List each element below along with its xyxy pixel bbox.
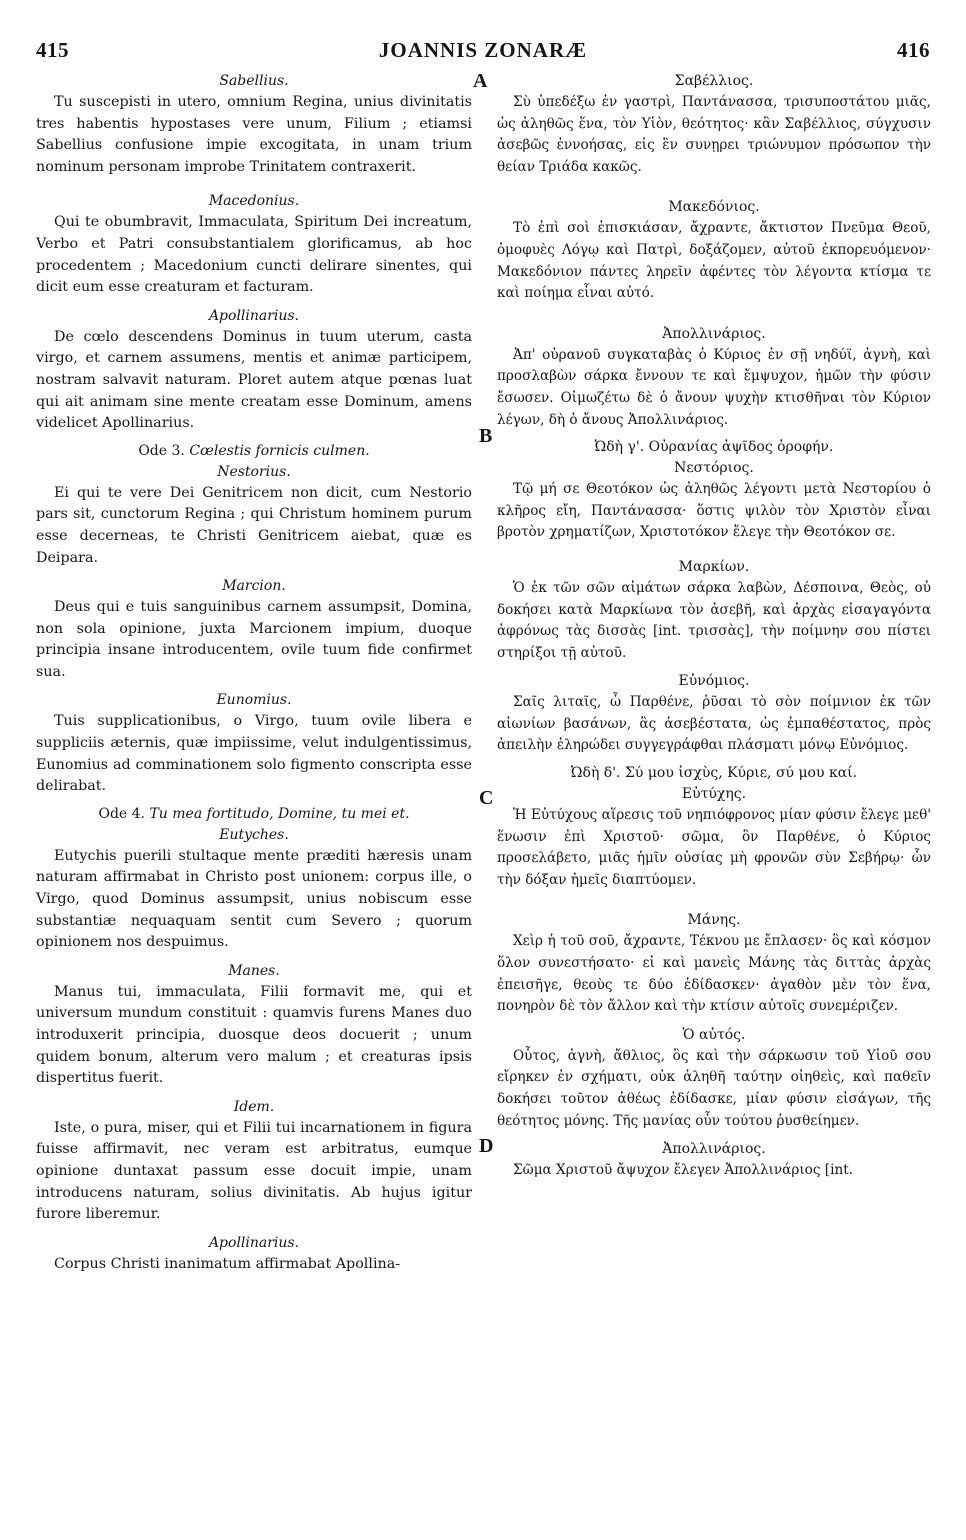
section-heading: Sabellius. (219, 73, 289, 89)
page-number-left: 415 (36, 38, 69, 62)
section-text: Tu suscepisti in utero, omnium Regina, unius divinitatis tres habentis hypostases vere unum, Filium ; etiamsi Sabellius confusione impie excogitata, in unam trium nominum personam improbe Trinitatem contraxerit. (36, 94, 472, 175)
section-text: Ἀπ' οὐρανοῦ συγκαταβὰς ὁ Κύριος ἐν σῇ νηδύϊ, ἁγνὴ, καὶ προσλαβὼν σάρκα ἔννουν τε καὶ ἔμψυχον, ἡμῶν τὴν φύσιν ἔσωσεν. Οἰμωζέτω δὲ ὁ ἄνουν ψυχὴν κτισθῆναι τὸν Κύριον λέγων, δὴ ὁ ἄνους Ἀπολλινάριος. (497, 346, 931, 428)
section-text: Τὸ ἐπὶ σοὶ ἐπισκιάσαν, ἄχραντε, ἄκτιστον Πνεῦμα Θεοῦ, ὁμοφυὲς Λόγῳ καὶ Πατρὶ, δοξάζομεν, αὐτοῦ ἐκπορευόμενον· Μακεδόνιον πάντες ληρεῖν ἀφέντες τὸν λέγοντα κτίσμα τε καὶ ποίημα εἶναι αὐτό. (497, 220, 931, 302)
ode-title (36, 441, 472, 461)
section-heading: Νεστόριος. (674, 460, 754, 477)
ode-title (497, 763, 931, 783)
section-text: Tuis supplicationibus, o Virgo, tuum ovile libera e suppliciis æternis, quæ impiissime, velut indulgentissimus, Eunomius ad comminationem solo figmento conscripta esse delirabat. (36, 713, 472, 795)
margin-marker-b: B (479, 425, 493, 447)
section-text: Ei qui te vere Dei Genitricem non dicit, cum Nestorio pars sit, cunctorum Regina ; qui Christum hominem purum esse decerneas, te Christi Genitricem aiebat, quæ es Deipara. (36, 484, 472, 566)
section-text: Σὺ ὑπεδέξω ἐν γαστρὶ, Παντάνασσα, τρισυποστάτου μιᾶς, ὡς ἀληθῶς ἕνα, τὸν Υἱὸν, θεότητος· κἂν Σαβέλλιος, σύγχυσιν ἀσεβῶς ἐννοήσας, εἰς ἓν συνῃρει τριώνυμον πρόσωπον τὴν θείαν Τριάδα κακῶς. (497, 94, 931, 175)
margin-marker-d: D (479, 1135, 494, 1157)
margin-marker-a: A (473, 70, 488, 92)
section-heading: Eunomius. (216, 692, 292, 709)
section-heading: Εὐνόμιος. (678, 673, 750, 690)
section-text: Corpus Christi inanimatum affirmabat Apollina- (54, 1255, 401, 1272)
section-text: Manus tui, immaculata, Filii formavit me, qui et universum mundum constituit : quamvis furens Manes duo introduxerit principia, duosque deos docuerit ; unum quidem bonum, alterum vero malum ; et creaturas ipsis dispertitus fuerit. (36, 983, 472, 1087)
section-heading: Manes. (228, 962, 280, 979)
greek-column (497, 70, 931, 1188)
section-text: Deus qui e tuis sanguinibus carnem assumpsit, Domina, non sola opinione, juxta Marcionem impium, duoque principia insane introducentem, ovile tuum fide confirmet sua. (36, 599, 472, 680)
section-text: Χεὶρ ἡ τοῦ σοῦ, ἄχραντε, Τέκνου με ἔπλασεν· ὃς καὶ κόσμον ὅλον συνεστήσατο· εἰ καὶ μανεὶς Μάνης τὰς διττὰς ἀρχὰς ἐπεισῆγε, θεοὺς τε δύο ἐδίδασκεν· ἀγαθὸν μὲν τὸν ἕνα, πονηρὸν δὲ τὸν ἄλλον καὶ τὴν κτίσιν αὐτοῖς συνεμέριζεν. (497, 933, 931, 1015)
section-heading: Marcion. (222, 578, 286, 595)
ode-incipit: Σύ μου ἰσχὺς, Κύριε, σύ μου καί. (624, 765, 858, 782)
section-heading: Idem. (233, 1098, 275, 1115)
ode-incipit: Cœlestis fornicis culmen. (189, 442, 370, 459)
section-text: Σαῖς λιταῖς, ὦ Παρθένε, ῥῦσαι τὸ σὸν ποίμνιον ἐκ τῶν αἰωνίων βασάνων, ἃς ἀσεβέστατα, ὡς ἐμπαθέστατος, πρὸς ἀπειλὴν ἐληρώδει συγγεγράφθαι πλάσματι μόνῳ Εὐνόμιος. (497, 694, 931, 754)
ode-incipit: Tu mea fortitudo, Domine, tu mei et. (149, 805, 410, 822)
ode-number: Ὠδὴ δ'. (570, 765, 621, 782)
section-text: Qui te obumbravit, Immaculata, Spiritum Dei increatum, Verbo et Patri consubstantialem glorificamus, ab hoc procedentem ; Macedonium cuncti delirare sinentes, qui dicit eum esse creaturam et facturam. (36, 214, 472, 296)
section-heading: Apollinarius. (208, 307, 300, 324)
ode-incipit: Οὐρανίας ἀψῖδος ὀροφήν. (648, 439, 834, 456)
ode-number: Ὠδὴ γ'. (594, 439, 645, 456)
section-heading: Ὁ αὐτός. (682, 1026, 746, 1043)
section-heading: Apollinarius. (208, 1234, 300, 1251)
running-title: JOANNIS ZONARÆ (378, 38, 588, 62)
section-text: Ὁ ἐκ τῶν σῶν αἱμάτων σάρκα λαβὼν, Δέσποινα, Θεὸς, οὐ δοκήσει κατὰ Μαρκίωνα τὸν ἀσεβῆ, καὶ ἀρχὰς εἰσαγαγόντα ἀφρόνως τὰς δισσὰς [int. τρισσὰς], τὴν ποίμνην σου πίστει στηρίξοι τῇ αὐτοῦ. (497, 579, 931, 661)
section-heading: Σαβέλλιος. (674, 73, 754, 89)
margin-marker-c: C (479, 787, 494, 809)
section-heading: Eutyches. (219, 826, 289, 843)
ode-title (497, 437, 931, 457)
section-text: Iste, o pura, miser, qui et Filii tui incarnationem in figura fuisse affirmavit, nec veram est arbitratus, eumque opinione duntaxat passum esse docuit impie, unam introducens naturam, solius divinitatis. Ab hujus igitur furore liberemur. (36, 1119, 472, 1223)
section-text: Eutychis puerili stultaque mente præditi hæresis unam naturam affirmabat in Christo post unionem: corpus ille, o Virgo, quod Dominus assumpsit, unius nobiscum esse substantiæ nequaquam sentit cum Severo ; quorum opinionem nos despuimus. (36, 847, 472, 951)
page-number-right: 416 (897, 38, 930, 62)
section-heading: Nestorius. (217, 463, 291, 480)
latin-column (36, 70, 472, 1281)
section-heading: Μάνης. (687, 912, 741, 929)
section-heading: Macedonius. (208, 193, 300, 210)
section-text: Τῷ μή σε Θεοτόκον ὡς ἀληθῶς λέγοντι μετὰ Νεστορίου ὁ κλῆρος εἴη, Παντάνασσα· ὅστις ψιλὸν τὸν Χριστὸν εἶναι βροτὸν χρηματίζων, Χριστοτόκον ἔλεγε τὴν Θεοτόκον σε. (497, 481, 931, 541)
section-text: De cœlo descendens Dominus in tuum uterum, casta virgo, et carnem assumens, mentis et animæ participem, nostram salvavit naturam. Ploret autem atque pœnas luat qui ait animam sine mente creatam esse Dominum, amens videlicet Apollinarius. (36, 328, 472, 432)
ode-number: Ode 4. (98, 805, 146, 822)
section-text: Οὗτος, ἁγνὴ, ἄθλιος, ὃς καὶ τὴν σάρκωσιν τοῦ Υἱοῦ σου εἴρηκεν ἐν σχήματι, οὐκ ἀληθῆ ταύτην οἰηθεὶς, καὶ παθεῖν δοκήσει τοῦτον ἀθέως ἐδίδασκε, μίαν φύσιν εἰσάγων, τῆς θεότητος μόνης. Τῆς μανίας οὖν τούτου ῥυσθείημεν. (497, 1047, 931, 1129)
section-heading: Εὐτύχης. (681, 786, 747, 803)
ode-title (36, 804, 472, 824)
section-heading: Ἀπολλινάριος. (662, 1141, 766, 1158)
section-text: Σῶμα Χριστοῦ ἄψυχον ἔλεγεν Ἀπολλινάριος [int. (513, 1162, 853, 1179)
section-heading: Μαρκίων. (678, 558, 750, 575)
section-text: Ἡ Εὐτύχους αἵρεσις τοῦ νηπιόφρονος μίαν φύσιν ἔλεγε μεθ' ἕνωσιν ἐπὶ Χριστοῦ· σῶμα, ὃν Παρθένε, ὁ Κύριος προσελάβετο, μιᾶς ἡμῖν οὐσίας μὴ φρονῶν σὺν Σεβήρῳ· ὧν τὴν δόξαν ἡμεῖς διαπτύομεν. (497, 807, 931, 888)
section-heading: Ἀπολλινάριος. (662, 325, 766, 342)
ode-number: Ode 3. (138, 442, 185, 459)
section-heading: Μακεδόνιος. (668, 199, 760, 216)
